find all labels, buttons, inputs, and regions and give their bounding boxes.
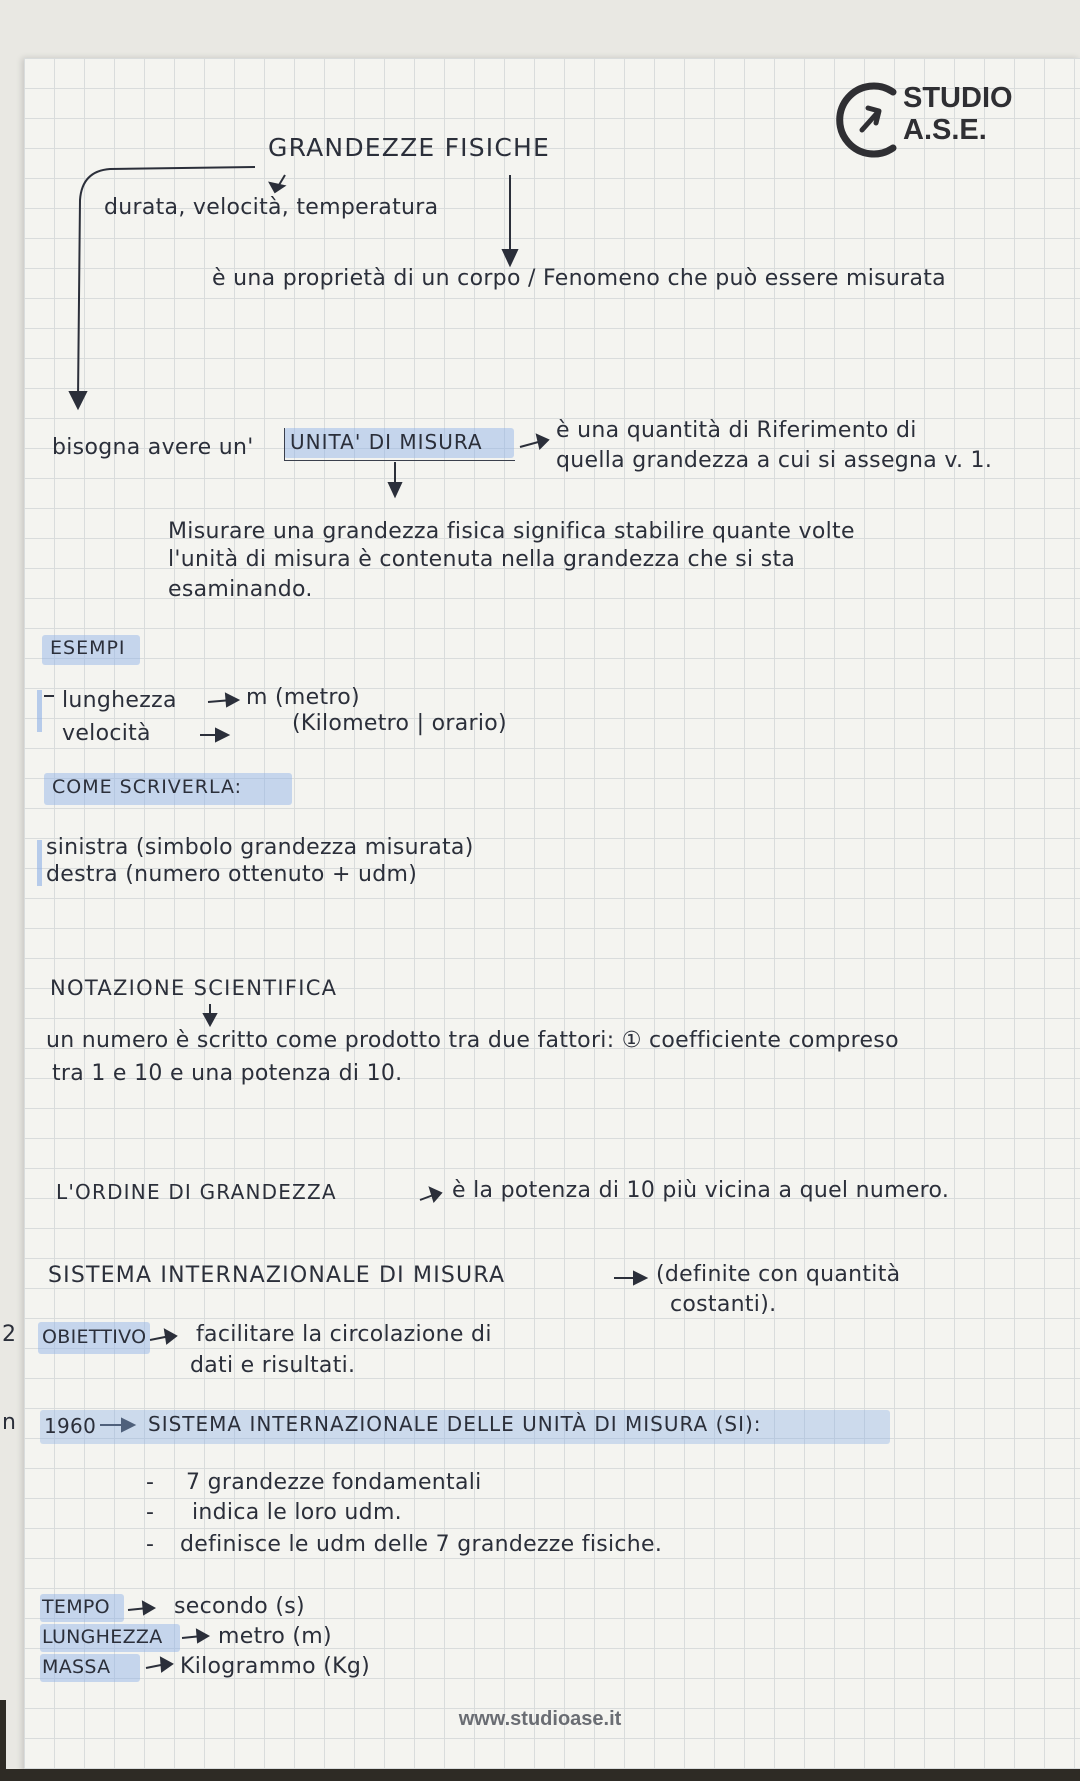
unit-lead: bisogna avere un' — [52, 435, 254, 460]
si-item1: 7 grandezze fondamentali — [186, 1470, 482, 1495]
measure-line3: esaminando. — [168, 577, 313, 602]
esempi-item1-value: m (metro) — [246, 685, 360, 710]
si-bullet3: - — [146, 1532, 155, 1557]
si-item3: definisce le udm delle 7 grandezze fisiche. — [180, 1532, 663, 1557]
tempo-value: secondo (s) — [174, 1594, 305, 1619]
bottom-edge — [0, 1769, 1080, 1781]
lunghezza-value: metro (m) — [218, 1624, 332, 1649]
definition-text: è una proprietà di un corpo / Fenomeno che può essere misurata — [212, 266, 946, 291]
logo-line1: STUDIO — [903, 82, 1013, 114]
footer-url[interactable]: www.studioase.it — [458, 1708, 622, 1730]
come-item1: sinistra (simbolo grandezza misurata) — [46, 835, 474, 860]
unit-term: UNITA' DI MISURA — [290, 430, 483, 454]
come-item2: destra (numero ottenuto + udm) — [46, 862, 418, 887]
massa-value: Kilogrammo (Kg) — [180, 1654, 370, 1679]
esempi-item1-label: lunghezza — [62, 688, 177, 713]
sistema-term: SISTEMA INTERNAZIONALE DI MISURA — [48, 1263, 506, 1288]
notazione-line2: tra 1 e 10 e una potenza di 10. — [52, 1061, 403, 1086]
obiettivo-term: OBIETTIVO — [42, 1326, 147, 1348]
lunghezza-term: LUNGHEZZA — [42, 1626, 163, 1648]
massa-term: MASSA — [42, 1656, 111, 1678]
si-bullet1: - — [146, 1470, 155, 1495]
margin-mark-n: n — [2, 1410, 16, 1435]
obiettivo-line1: facilitare la circolazione di — [196, 1322, 492, 1347]
esempi-item2-value: (Kilometro | orario) — [292, 711, 507, 736]
si-bullet2: - — [146, 1500, 155, 1525]
sistema-def-line2: costanti). — [670, 1292, 777, 1317]
tempo-term: TEMPO — [42, 1596, 110, 1618]
si-title: SISTEMA INTERNAZIONALE DELLE UNITÀ DI MISURA (SI): — [148, 1412, 762, 1436]
esempi-item2-label: velocità — [62, 721, 151, 746]
measure-line1: Misurare una grandezza fisica significa stabilire quante volte — [168, 519, 855, 544]
ordine-def: è la potenza di 10 più vicina a quel numero. — [452, 1178, 950, 1203]
ordine-term: L'ORDINE DI GRANDEZZA — [56, 1180, 337, 1204]
obiettivo-line2: dati e risultati. — [190, 1353, 356, 1378]
margin-mark-2: 2 — [2, 1322, 16, 1347]
esempi-heading: ESEMPI — [50, 637, 126, 659]
logo-line2: A.S.E. — [903, 114, 987, 146]
measure-line2: l'unità di misura è contenuta nella grandezza che si sta — [168, 547, 796, 572]
unit-def-line1: è una quantità di Riferimento di — [556, 418, 917, 443]
notazione-line1: un numero è scritto come prodotto tra due fattori: ① coefficiente compreso — [46, 1028, 899, 1053]
page-title: GRANDEZZE FISICHE — [268, 133, 551, 162]
examples-line: durata, velocità, temperatura — [104, 195, 439, 220]
notazione-heading: NOTAZIONE SCIENTIFICA — [50, 976, 338, 1000]
unit-def-line2: quella grandezza a cui si assegna v. 1. — [556, 448, 993, 473]
si-year: 1960 — [44, 1414, 97, 1438]
sistema-def-line1: (definite con quantità — [656, 1262, 901, 1287]
si-item2: indica le loro udm. — [192, 1500, 402, 1525]
notebook-page — [24, 58, 1080, 1781]
come-heading: COME SCRIVERLA: — [52, 776, 243, 798]
